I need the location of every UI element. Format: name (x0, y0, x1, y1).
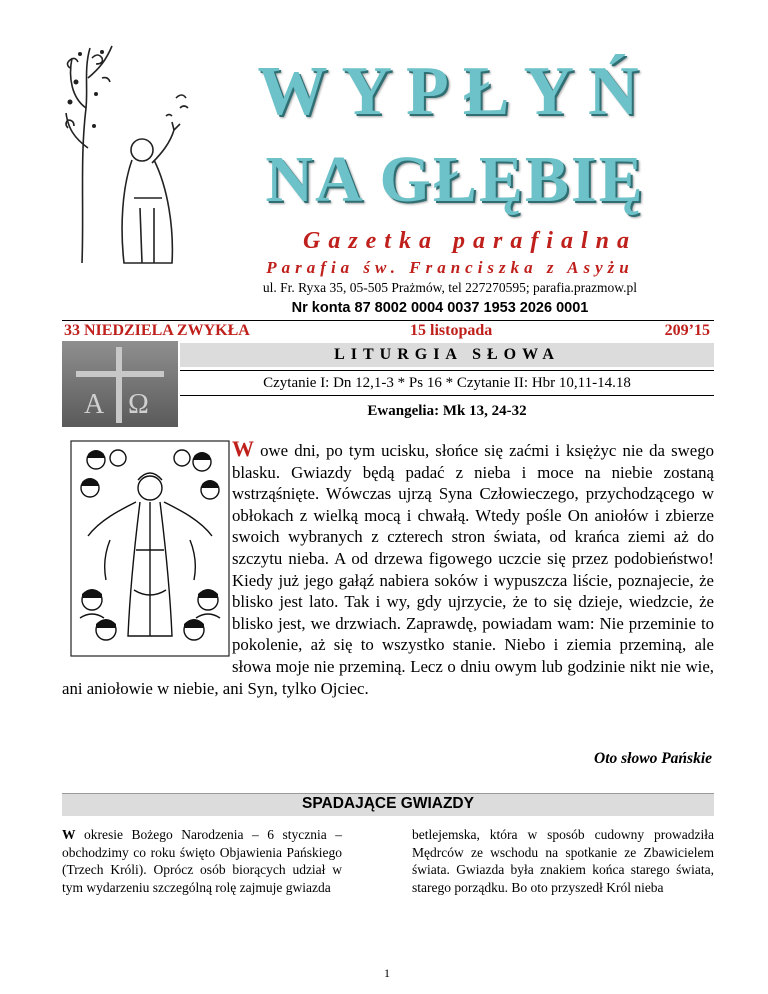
liturgy-header: LITURGIA SŁOWA (180, 343, 714, 367)
bank-account: Nr konta 87 8002 0004 0037 1953 2026 0001 (291, 300, 589, 316)
sunday-label: 33 NIEDZIELA ZWYKŁA (64, 322, 250, 339)
article-col1-text: okresie Bożego Narodzenia – 6 stycznia – obchodzimy co roku święto Objawienia Pańskiego (Trzech Króli). Oprócz osób biorących udział w tym wydarzeniu szczególną rolę zajmuje gwiazda (62, 827, 342, 895)
alpha-omega-symbol (62, 341, 178, 427)
newsletter-title-line1: WYPŁYŃ (257, 53, 653, 130)
svg-text:A: A (84, 389, 105, 420)
svg-text:Ω: Ω (128, 389, 149, 420)
newsletter-subtitle: Gazetka parafialna (302, 228, 637, 254)
parish-address: ul. Fr. Ryxa 35, 05-505 Prażmów, tel 227270595; parafia.prazmow.pl (262, 280, 638, 295)
article-title: SPADAJĄCE GWIAZDY (302, 795, 474, 812)
gospel-dropcap: W (232, 436, 254, 461)
newsletter-title-line2: NA GŁĘBIĘ (265, 143, 645, 216)
gospel-reference: Ewangelia: Mk 13, 24-32 (367, 403, 527, 419)
alpha-omega-icon (62, 341, 178, 427)
parish-name: Parafia św. Franciszka z Asyżu (266, 258, 634, 277)
issue-number: 209’15 (664, 322, 710, 339)
article-lead-letter: W (62, 827, 76, 842)
readings-list: Czytanie I: Dn 12,1-3 * Ps 16 * Czytanie II: Hbr 10,11-14.18 (180, 370, 714, 396)
saint-francis-illustration (62, 38, 197, 268)
christ-in-glory-illustration (70, 440, 230, 657)
gospel-closing: Oto słowo Pańskie (594, 750, 712, 767)
issue-date: 15 listopada (410, 322, 493, 339)
gospel-body: owe dni, po tym ucisku, słońce się zaćmi i księżyc nie da swego blasku. Gwiazdy będą padać z nieba i moce na niebie zostaną wstrząśnięte. Wówczas ujrzą Syna Człowieczego, przychodzącego w obłokach z wielką mocą i chwałą. Wtedy pośle On aniołów i zbierze swoich wybranych z czterech stron świata, od krańca ziemi aż do szczytu nieba. A od drzewa figowego uczcie się przez podobieństwo! Kiedy już jego gałąź nabiera soków i wypuszcza liście, poznajecie, że blisko jest lato. Tak i wy, gdy ujrzycie, że to się dzieje, wiedzcie, że blisko jest, we drzwiach. Zaprawdę, powiadam wam: Nie przeminie to pokolenie, aż się to wszystko stanie. Niebo i ziemia przeminą, ale słowa moje nie przeminą. Lecz o dniu owym lub godzinie nikt nie wie, ani aniołowie w niebie, ani Syn, tylko Ojciec. (62, 441, 714, 698)
page-number: 1 (384, 966, 390, 980)
article-column-left (62, 826, 342, 896)
article-column-right (412, 826, 714, 896)
article-col2-text: betlejemska, która w sposób cudowny prowadziła Mędrców ze wschodu na spotkanie ze Zbawicielem świata. Gwiazda była znakiem końca starego świata, starego porządku. Bo oto przyszedł Król nieba (412, 827, 714, 895)
